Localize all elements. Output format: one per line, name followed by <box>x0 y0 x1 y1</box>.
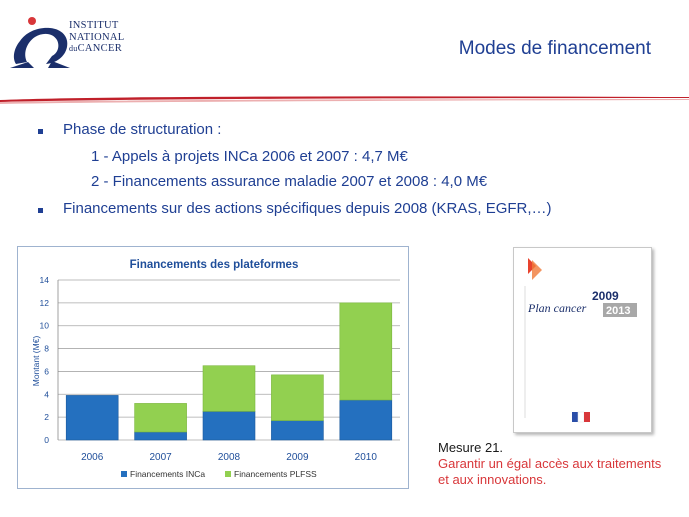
inca-logo-emblem <box>10 17 70 68</box>
plan-cancer-cover-art <box>514 248 651 432</box>
logo-line-3-prefix: du <box>69 44 78 53</box>
legend-label-0: Financements INCa <box>130 469 206 479</box>
legend-swatch-0 <box>121 471 127 477</box>
y-tick-label: 4 <box>44 389 49 400</box>
y-tick-label: 12 <box>39 297 49 308</box>
logo-line-2: NATIONAL <box>69 31 125 43</box>
bullet-2: Financements sur des actions spécifiques depuis 2008 (KRAS, EGFR,…) <box>63 200 552 217</box>
bar-2008-series-1 <box>203 366 255 412</box>
legend <box>121 469 317 479</box>
x-tick-label-2006: 2006 <box>81 452 104 463</box>
x-tick-labels <box>81 452 377 463</box>
bullet-1a: 1 - Appels à projets INCa 2006 et 2007 : 4,7 M€ <box>91 148 408 165</box>
funding-chart-svg <box>18 247 408 488</box>
inca-logo-text <box>69 20 124 55</box>
bullet-1: Phase de structuration : <box>63 121 222 138</box>
logo-line-3-main: CANCER <box>77 43 122 54</box>
title-divider <box>0 92 689 106</box>
y-tick-label: 10 <box>39 320 49 331</box>
cover-year-end: 2013 <box>606 305 631 317</box>
measure-line-1: Garantir un égal accès aux traitements <box>438 456 662 471</box>
slide-title: Modes de financement <box>458 38 651 59</box>
chart-title: Financements des plateformes <box>129 259 299 271</box>
x-tick-label-2008: 2008 <box>217 452 241 463</box>
bar-2010-series-1 <box>340 303 392 400</box>
bar-2010-series-0 <box>340 400 392 440</box>
measure-block <box>438 440 661 488</box>
plan-cancer-cover <box>513 247 652 433</box>
bar-2006-series-0 <box>66 395 118 440</box>
funding-chart <box>17 246 409 489</box>
bar-2009-series-1 <box>271 375 323 421</box>
bar-2009-series-0 <box>271 421 323 440</box>
bar-2007-series-0 <box>135 432 187 440</box>
measure-heading: Mesure 21. <box>438 440 504 455</box>
marianne-logo <box>572 412 590 422</box>
y-tick-label: 0 <box>44 435 49 445</box>
y-tick-label: 6 <box>44 366 49 377</box>
bar-2007-series-1 <box>135 403 187 432</box>
measure-line-2: et aux innovations. <box>438 472 547 487</box>
x-tick-label-2009: 2009 <box>286 452 309 463</box>
bullet-1b: 2 - Financements assurance maladie 2007 et 2008 : 4,0 M€ <box>91 173 488 190</box>
bullet-dot-2 <box>38 208 43 213</box>
bar-2008-series-0 <box>203 411 255 440</box>
y-tick-label: 14 <box>39 275 49 285</box>
bullet-dot-1 <box>38 129 43 134</box>
x-tick-label-2007: 2007 <box>149 452 172 463</box>
logo-line-1: INSTITUT <box>69 20 119 31</box>
y-tick-label: 2 <box>44 412 49 423</box>
y-tick-label: 8 <box>44 343 49 354</box>
cover-year-start: 2009 <box>592 289 619 303</box>
x-tick-label-2010: 2010 <box>354 452 377 463</box>
cover-arrow-icon <box>528 258 542 280</box>
legend-swatch-1 <box>225 471 231 477</box>
logo-line-3 <box>69 43 124 55</box>
y-axis-label: Montant (M€) <box>31 335 41 387</box>
cover-title: Plan cancer <box>528 301 587 315</box>
legend-label-1: Financements PLFSS <box>234 469 317 479</box>
